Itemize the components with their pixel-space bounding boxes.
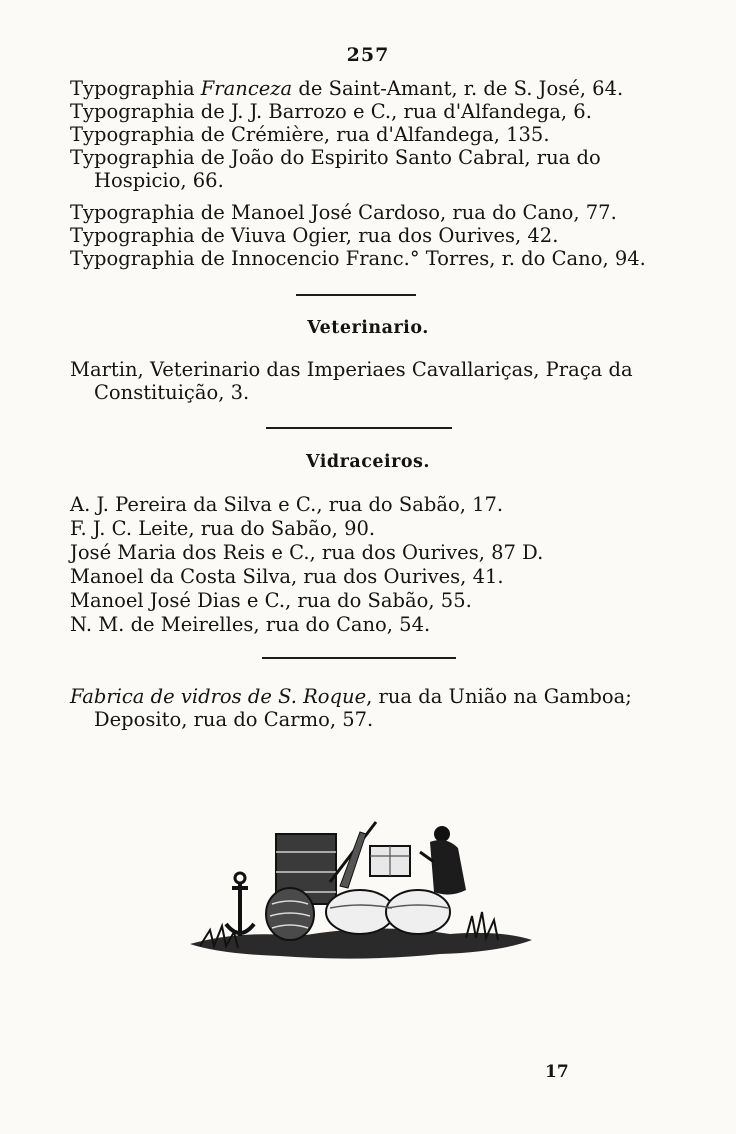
entry-veterinario-martin: Martin, Veterinario das Imperiaes Cavallariças, Praça da Constituição, 3. xyxy=(70,358,633,404)
entry-vidraceiro: F. J. C. Leite, rua do Sabão, 90. xyxy=(70,517,376,540)
section-divider xyxy=(266,427,452,429)
entry-typographia-torres: Typographia de Innocencio Franc.° Torres, r. do Cano, 94. xyxy=(70,247,646,270)
entry-vidraceiro: Manoel José Dias e C., rua do Sabão, 55. xyxy=(70,589,472,612)
section-divider xyxy=(296,294,416,296)
entry-vidraceiro: José Maria dos Reis e C., rua dos Ourives, 87 D. xyxy=(70,541,544,564)
entry-vidraceiro: A. J. Pereira da Silva e C., rua do Sabão, 17. xyxy=(70,493,504,516)
entry-typographia-cabral: Typographia de João do Espirito Santo Cabral, rua do Hospicio, 66. xyxy=(70,146,601,192)
section-divider xyxy=(262,657,456,659)
entry-typographia-ogier: Typographia de Viuva Ogier, rua dos Ourives, 42. xyxy=(70,224,559,247)
italic-name: Fabrica de vidros de S. Roque xyxy=(70,685,367,708)
entry-typographia-cremiere: Typographia de Crémière, rua d'Alfandega, 135. xyxy=(70,123,550,146)
entry-vidraceiro: Manoel da Costa Silva, rua dos Ourives, 41. xyxy=(70,565,504,588)
entry-typographia-franceza: Typographia Franceza de Saint-Amant, r. de S. José, 64. xyxy=(70,77,624,100)
page-number: 257 xyxy=(346,44,390,66)
entry-typographia-barrozo: Typographia de J. J. Barrozo e C., rua d'Alfandega, 6. xyxy=(70,100,592,123)
heading-veterinario: Veterinario. xyxy=(307,318,429,338)
engraved-vignette xyxy=(180,812,540,986)
entry-fabrica-vidros: Fabrica de vidros de S. Roque, rua da União na Gamboa; Deposito, rua do Carmo, 57. xyxy=(70,685,632,731)
heading-vidraceiros: Vidraceiros. xyxy=(306,452,430,472)
vignette-illustration xyxy=(180,812,540,982)
signature-mark: 17 xyxy=(545,1062,569,1082)
italic-name: Franceza xyxy=(200,77,293,100)
entry-vidraceiro: N. M. de Meirelles, rua do Cano, 54. xyxy=(70,613,431,636)
entry-typographia-cardoso: Typographia de Manoel José Cardoso, rua do Cano, 77. xyxy=(70,201,617,224)
